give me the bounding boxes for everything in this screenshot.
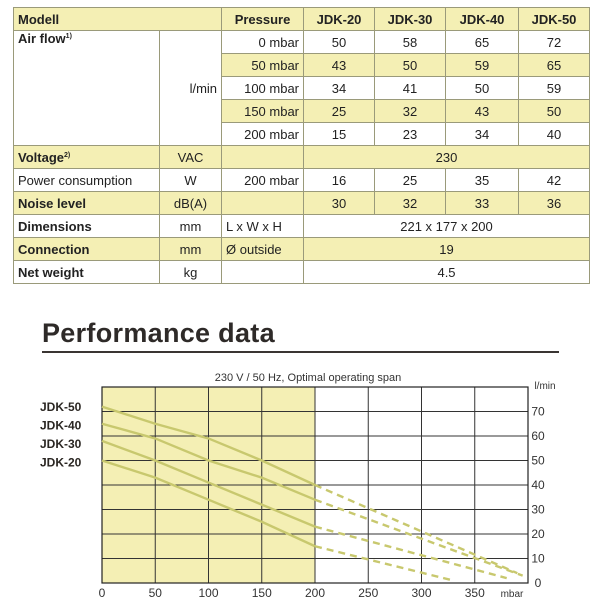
x-tick-label: 350 — [464, 586, 485, 600]
x-tick-label: 250 — [358, 586, 379, 600]
y-tick-label: 0 — [534, 576, 542, 590]
airflow-label: Air flow$^{1)}$ — [14, 31, 160, 146]
pressure-cell: 150 mbar — [222, 100, 304, 123]
value-cell: 72 — [519, 31, 590, 54]
y-tick-label: 30 — [531, 502, 545, 517]
noise-unit: dB(A) — [160, 192, 222, 215]
value-cell: 34 — [304, 77, 375, 100]
x-tick-label: 0 — [98, 586, 106, 600]
value-cell: 23 — [375, 123, 446, 146]
y-tick-label: 20 — [531, 527, 545, 541]
value-cell: 50 — [519, 100, 590, 123]
y-tick-label: 60 — [531, 429, 545, 443]
weight-value: 4.5 — [304, 261, 590, 284]
modell-header: Modell — [14, 8, 222, 31]
y-axis-label: l/min — [534, 381, 556, 392]
x-tick-label: 300 — [411, 586, 432, 600]
pressure-cell: 50 mbar — [222, 54, 304, 77]
series-label: JDK-20 — [40, 455, 82, 470]
power-condition: 200 mbar — [222, 169, 304, 192]
x-tick-label: 100 — [198, 586, 219, 600]
voltage-unit: VAC — [160, 146, 222, 169]
connection-label: Connection — [14, 238, 160, 261]
series-label: JDK-40 — [40, 418, 82, 433]
value-cell: 42 — [519, 169, 590, 192]
value-cell: 50 — [304, 31, 375, 54]
value-cell: 41 — [375, 77, 446, 100]
connection-condition: Ø outside — [222, 238, 304, 261]
value-cell: 16 — [304, 169, 375, 192]
x-tick-label: 200 — [304, 586, 326, 600]
model-header: JDK-30 — [375, 8, 446, 31]
power-unit: W — [160, 169, 222, 192]
pressure-cell: 200 mbar — [222, 123, 304, 146]
value-cell: 36 — [519, 192, 590, 215]
pressure-header: Pressure — [222, 8, 304, 31]
value-cell: 34 — [446, 123, 519, 146]
series-label: JDK-50 — [40, 400, 82, 414]
pressure-cell: 0 mbar — [222, 31, 304, 54]
value-cell: 30 — [304, 192, 375, 215]
weight-label: Net weight — [14, 261, 160, 284]
value-cell: 33 — [446, 192, 519, 215]
dimensions-condition: L x W x H — [222, 215, 304, 238]
value-cell: 43 — [304, 54, 375, 77]
dimensions-label: Dimensions — [14, 215, 160, 238]
value-cell: 25 — [304, 100, 375, 123]
value-cell: 32 — [375, 100, 446, 123]
connection-unit: mm — [160, 238, 222, 261]
model-header: JDK-40 — [446, 8, 519, 31]
x-tick-label: 150 — [251, 586, 272, 600]
series-label: JDK-30 — [40, 437, 82, 451]
airflow-unit: l/min — [160, 31, 222, 146]
value-cell: 65 — [446, 31, 519, 54]
y-tick-label: 50 — [531, 453, 545, 468]
x-axis-label: mbar — [500, 589, 524, 600]
weight-unit: kg — [160, 261, 222, 284]
value-cell: 50 — [446, 77, 519, 100]
value-cell: 65 — [519, 54, 590, 77]
y-tick-label: 70 — [531, 404, 545, 419]
value-cell: 50 — [375, 54, 446, 77]
chart-title: 230 V / 50 Hz, Optimal operating span — [214, 372, 402, 384]
performance-title: Performance data — [42, 318, 275, 348]
connection-value: 19 — [304, 238, 590, 261]
value-cell: 59 — [519, 77, 590, 100]
voltage-label: Voltage$^{2)}$ — [14, 146, 160, 169]
value-cell: 35 — [446, 169, 519, 192]
value-cell: 25 — [375, 169, 446, 192]
voltage-value: 230 — [304, 146, 590, 169]
noise-label: Noise level — [14, 192, 160, 215]
value-cell: 15 — [304, 123, 375, 146]
value-cell: 32 — [375, 192, 446, 215]
power-label: Power consumption — [14, 169, 160, 192]
dimensions-value: 221 x 177 x 200 — [304, 215, 590, 238]
y-tick-label: 40 — [531, 478, 545, 492]
value-cell: 43 — [446, 100, 519, 123]
dimensions-unit: mm — [160, 215, 222, 238]
value-cell: 58 — [375, 31, 446, 54]
x-tick-label: 50 — [148, 586, 162, 600]
y-tick-label: 10 — [531, 551, 545, 566]
model-header: JDK-50 — [519, 8, 590, 31]
model-header: JDK-20 — [304, 8, 375, 31]
value-cell: 40 — [519, 123, 590, 146]
value-cell: 59 — [446, 54, 519, 77]
pressure-cell: 100 mbar — [222, 77, 304, 100]
